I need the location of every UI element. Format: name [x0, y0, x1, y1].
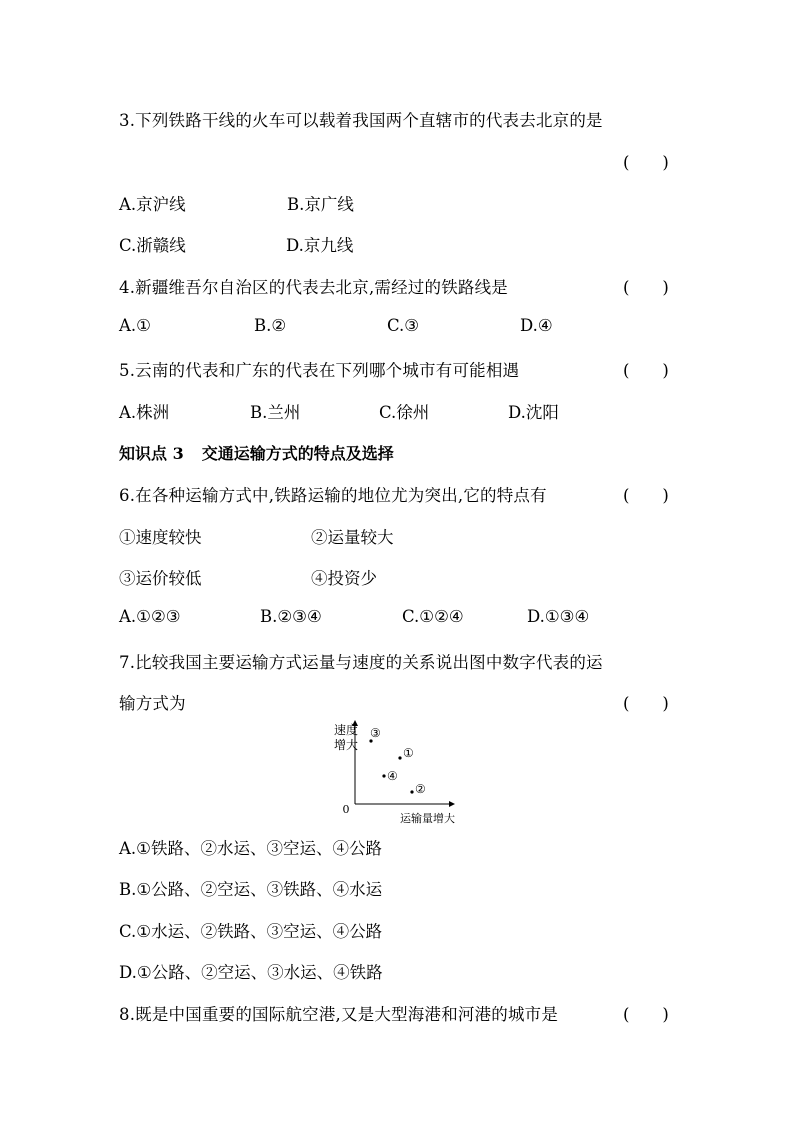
y-axis-label-line2: 增大	[334, 738, 359, 752]
x-axis-label: 运输量增大	[400, 812, 455, 825]
section-label: 知识点 3	[119, 444, 184, 463]
q7-option-d[interactable]: D.①公路、②空运、③水运、④铁路	[119, 963, 383, 982]
question-4-stem: 4.新疆维吾尔自治区的代表去北京,需经过的铁路线是	[119, 278, 508, 297]
question-8-stem: 8.既是中国重要的国际航空港,又是大型海港和河港的城市是	[119, 1005, 559, 1024]
q7-option-b[interactable]: B.①公路、②空运、③铁路、④水运	[119, 880, 383, 899]
q3-option-c[interactable]: C.浙赣线	[119, 236, 186, 255]
question-5-stem: 5.云南的代表和广东的代表在下列哪个城市有可能相遇	[119, 361, 520, 380]
question-6-stem: 6.在各种运输方式中,铁路运输的地位尤为突出,它的特点有	[119, 486, 547, 505]
point-4-label: ④	[387, 769, 398, 783]
q3-option-d[interactable]: D.京九线	[286, 236, 354, 255]
q6-option-c[interactable]: C.①②④	[402, 607, 464, 626]
q4-option-c[interactable]: C.③	[387, 316, 420, 335]
q5-option-c[interactable]: C.徐州	[379, 403, 430, 422]
answer-blank-5[interactable]: ( )	[623, 361, 669, 380]
point-3-label: ③	[370, 726, 381, 740]
question-7-stem-line1: 7.比较我国主要运输方式运量与速度的关系说出图中数字代表的运	[119, 653, 603, 672]
q7-option-c[interactable]: C.①水运、②铁路、③空运、④公路	[119, 922, 383, 941]
answer-blank-6[interactable]: ( )	[623, 486, 669, 505]
q6-item-3: ③运价较低	[119, 569, 202, 588]
point-1-dot	[398, 756, 401, 759]
y-axis-label-line1: 速度	[334, 723, 359, 737]
point-4-dot	[382, 774, 385, 777]
question-7-stem-line2: 输方式为	[119, 694, 186, 713]
q5-option-a[interactable]: A.株洲	[119, 403, 170, 422]
q3-option-a[interactable]: A.京沪线	[119, 195, 186, 214]
q4-option-b[interactable]: B.②	[254, 316, 287, 335]
answer-blank-4[interactable]: ( )	[623, 278, 669, 297]
q5-option-d[interactable]: D.沈阳	[508, 403, 559, 422]
transport-speed-volume-figure	[334, 718, 464, 828]
q6-item-1: ①速度较快	[119, 528, 202, 547]
question-3-stem: 3.下列铁路干线的火车可以载着我国两个直辖市的代表去北京的是	[119, 111, 603, 130]
section-heading	[119, 441, 394, 464]
section-title: 交通运输方式的特点及选择	[201, 444, 394, 463]
q4-option-d[interactable]: D.④	[520, 316, 553, 335]
answer-blank-7[interactable]: ( )	[623, 694, 669, 713]
q6-option-a[interactable]: A.①②③	[119, 607, 181, 626]
q6-item-4: ④投资少	[311, 569, 377, 588]
q6-option-b[interactable]: B.②③④	[260, 607, 322, 626]
q7-option-a[interactable]: A.①铁路、②水运、③空运、④公路	[119, 839, 382, 858]
q3-option-b[interactable]: B.京广线	[287, 195, 354, 214]
q6-option-d[interactable]: D.①③④	[527, 607, 590, 626]
answer-blank-3[interactable]: ( )	[623, 153, 669, 172]
point-2-label: ②	[415, 782, 426, 796]
q6-item-2: ②运量较大	[311, 528, 394, 547]
q4-option-a[interactable]: A.①	[119, 316, 151, 335]
origin-label: 0	[342, 803, 350, 816]
q5-option-b[interactable]: B.兰州	[250, 403, 301, 422]
point-2-dot	[410, 790, 413, 793]
answer-blank-8[interactable]: ( )	[623, 1005, 669, 1024]
point-1-label: ①	[403, 746, 414, 760]
